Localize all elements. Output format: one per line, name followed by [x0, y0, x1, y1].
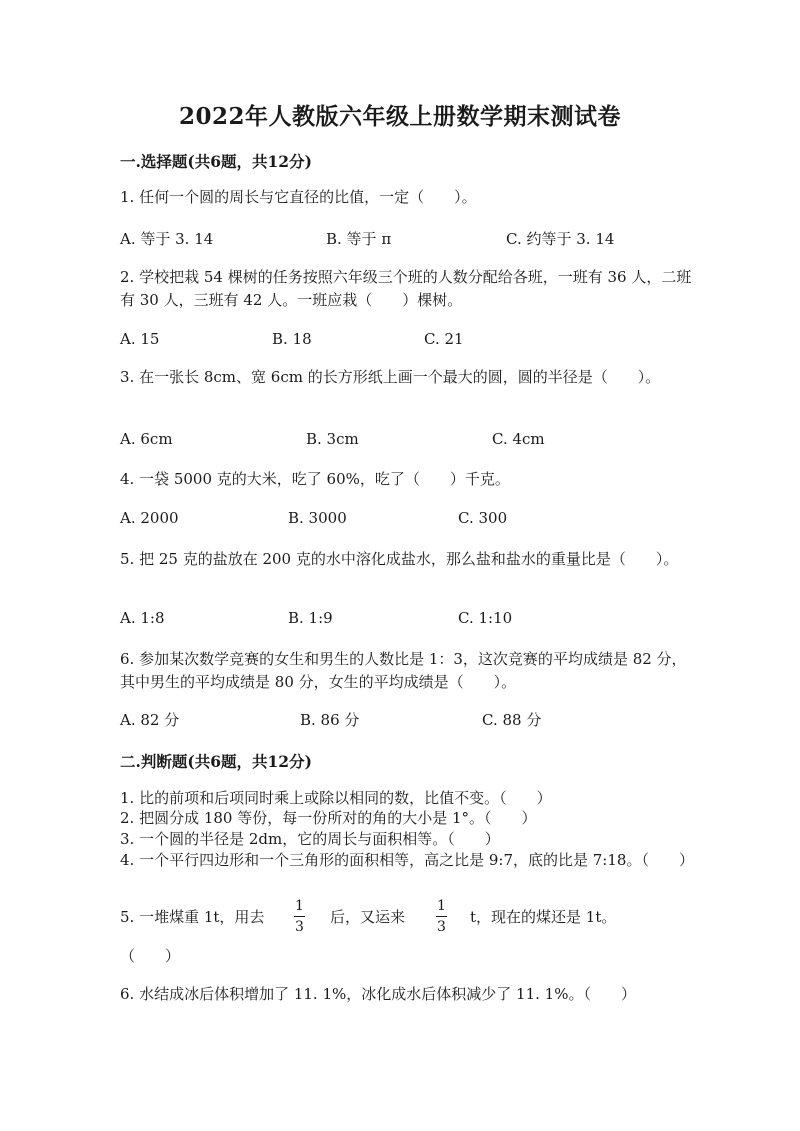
option-a: A. 15 — [120, 330, 160, 348]
question-1: 1. 任何一个圆的周长与它直径的比值，一定（ ）。 — [120, 188, 477, 206]
fraction-bar — [294, 916, 305, 917]
question-6-options — [120, 709, 720, 731]
option-a: A. 等于 3. 14 — [120, 230, 214, 248]
section2-heading: 二.判断题(共6题，共12分) — [120, 752, 312, 771]
option-c: C. 约等于 3. 14 — [506, 230, 615, 248]
judge-item-4: 4. 一个平行四边形和一个三角形的面积相等，高之比是 9:7，底的比是 7:18。（ ） — [120, 851, 694, 869]
option-b: B. 3cm — [306, 430, 359, 448]
judge-item-5-part3: t，现在的煤还是 1t。 — [470, 908, 617, 926]
option-c: C. 4cm — [492, 430, 545, 448]
option-a: A. 82 分 — [120, 711, 180, 729]
option-c: C. 88 分 — [482, 711, 542, 729]
judge-item-1: 1. 比的前项和后项同时乘上或除以相同的数，比值不变。（ ） — [120, 789, 552, 807]
fraction-one-third — [294, 898, 305, 935]
question-3-options — [120, 430, 720, 452]
judge-item-6: 6. 水结成冰后体积增加了 11. 1%，冰化成水后体积减少了 11. 1%。（ ） — [120, 985, 636, 1003]
fraction-one-third — [436, 898, 447, 935]
option-b: B. 1:9 — [288, 609, 333, 627]
judge-item-5-part2: 后，又运来 — [330, 908, 406, 926]
option-b: B. 3000 — [288, 509, 347, 527]
question-6: 6. 参加某次数学竞赛的女生和男生的人数比是 1：3，这次竞赛的平均成绩是 82 分，其中男生的平均成绩是 80 分，女生的平均成绩是（ ）。 — [120, 650, 687, 691]
option-c: C. 300 — [458, 509, 508, 527]
question-3: 3. 在一张长 8cm、宽 6cm 的长方形纸上画一个最大的圆，圆的半径是（ ）。 — [120, 368, 661, 386]
option-b: B. 86 分 — [300, 711, 360, 729]
judge-item-5-paren: （ ） — [120, 947, 181, 965]
option-a: A. 2000 — [120, 509, 179, 527]
fraction-numerator: 1 — [437, 898, 446, 914]
question-5-options — [120, 609, 720, 631]
question-2-options — [120, 330, 720, 352]
question-4-options — [120, 509, 720, 531]
fraction-numerator: 1 — [295, 898, 304, 914]
question-5: 5. 把 25 克的盐放在 200 克的水中溶化成盐水，那么盐和盐水的重量比是（ ）。 — [120, 550, 679, 568]
judge-item-5-part1: 5. 一堆煤重 1t，用去 — [120, 908, 265, 926]
option-c: C. 21 — [424, 330, 464, 348]
page-title: 2022年人教版六年级上册数学期末测试卷 — [178, 103, 621, 130]
question-2: 2. 学校把栽 54 棵树的任务按照六年级三个班的人数分配给各班，一班有 36 人，二班有 30 人，三班有 42 人。一班应栽（ ）棵树。 — [120, 268, 692, 309]
question-4: 4. 一袋 5000 克的大米，吃了 60%，吃了（ ）千克。 — [120, 470, 510, 488]
option-b: B. 18 — [272, 330, 312, 348]
section1-heading: 一.选择题(共6题，共12分) — [120, 152, 312, 171]
question-1-options — [120, 228, 720, 250]
fraction-denominator: 3 — [437, 919, 446, 935]
option-a: A. 6cm — [120, 430, 173, 448]
fraction-bar — [436, 916, 447, 917]
judge-item-3: 3. 一个圆的半径是 2dm，它的周长与面积相等。（ ） — [120, 830, 500, 848]
judge-item-2: 2. 把圆分成 180 等份，每一份所对的角的大小是 1°。（ ） — [120, 809, 537, 827]
fraction-denominator: 3 — [295, 919, 304, 935]
option-a: A. 1:8 — [120, 609, 165, 627]
option-c: C. 1:10 — [458, 609, 513, 627]
option-b: B. 等于 π — [326, 230, 392, 248]
